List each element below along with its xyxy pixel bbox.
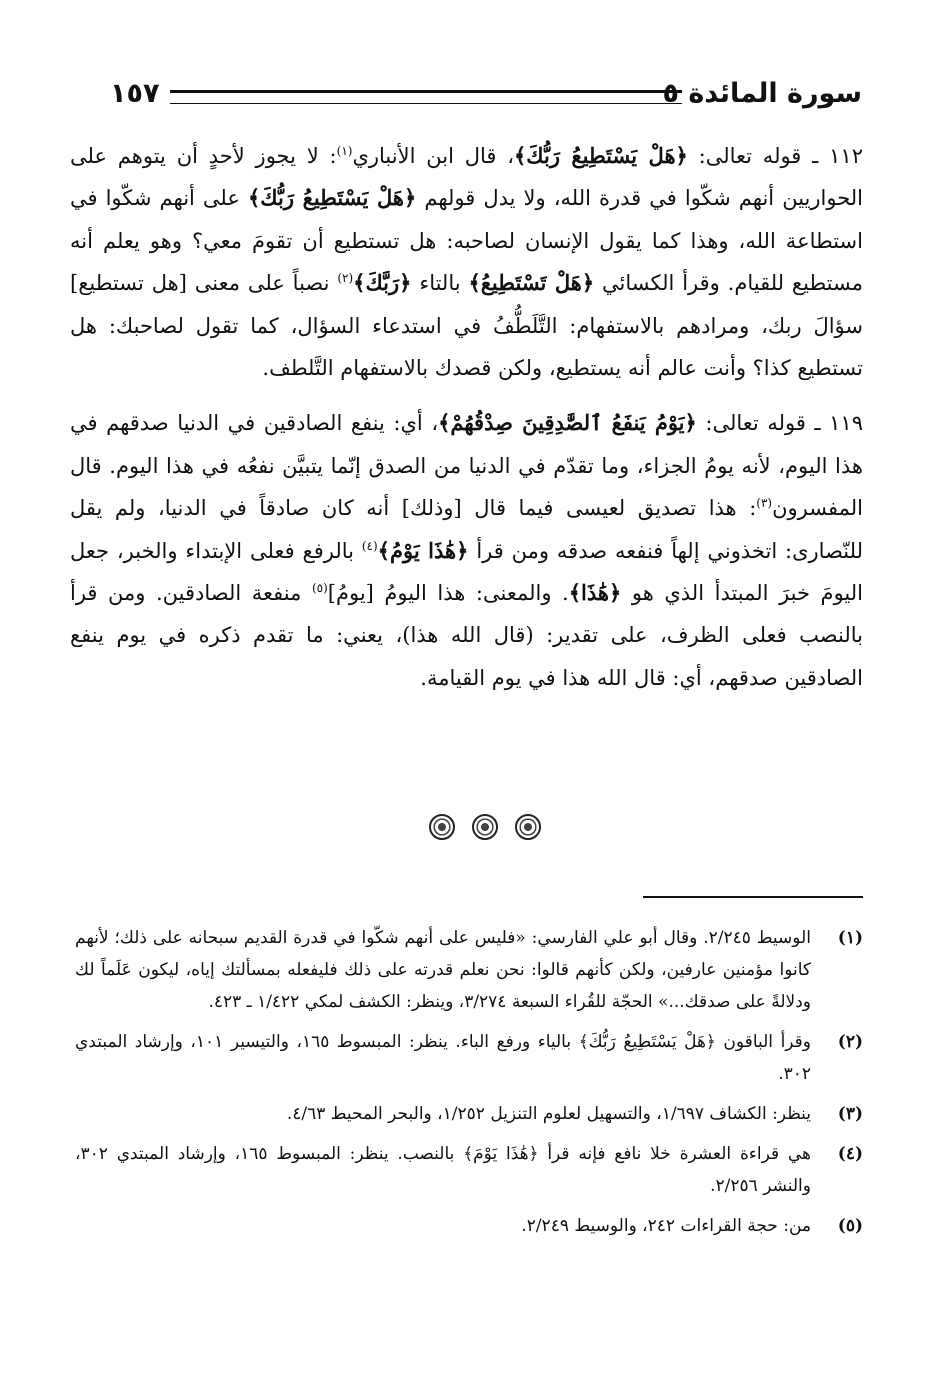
text-run: : لا يجوز لأحدٍ أن يتوهم على الحواريين أنهم شكّوا في قدرة الله، ولا يدل قولهم: [70, 144, 863, 211]
paragraph-verse-119: [70, 402, 863, 699]
text-run: ١١٢ ـ قوله تعالى:: [687, 144, 863, 168]
rosette-icon: [515, 814, 541, 840]
surah-title: سورة المائدة ٥: [662, 78, 862, 109]
footnote-text: هي قراءة العشرة خلا نافع فإنه قرأ ﴿هَٰذَا يَوْمَ﴾ بالنصب. ينظر: المبسوط ١٦٥، وإرشاد المبتدي ٣٠٢، والنشر ٢/٢٥٦.: [75, 1144, 811, 1196]
quran-quote: ﴿هَلْ يَسْتَطِيعُ رَبُّكَ﴾: [247, 185, 417, 211]
main-text: [70, 135, 863, 699]
footnote-text: الوسيط ٢/٢٤٥. وقال أبو علي الفارسي: «فليس على أنهم شكّوا في قدرة القديم سبحانه على ذلك؛ لأنهم كانوا مؤمنين عارفين، ولكن كأنهم قالوا: نحن نعلم قدرته على ذلك فليفعله بمسألتك إياه، ليكون عَلَماً لك ودلالةً على صدقك...» الحجّة للقُراء السبعة ٣/٢٧٤، وينظر: الكشف لمكي ١/٤٢٢ ـ ٤٢٣.: [75, 928, 811, 1012]
footnote-5: [75, 1210, 863, 1242]
quran-quote: ﴿هَٰذَا﴾: [568, 580, 622, 606]
text-run: على أنهم شكّوا في استطاعة الله، وهذا كما يقول الإنسان لصاحبه: هل تستطيع أن تقومَ معي؟ وهو يعلم أنه مستطيع للقيام. وقرأ الكسائي: [70, 186, 863, 296]
footnote-separator: [643, 896, 863, 898]
running-header: [110, 72, 862, 116]
quran-quote: ﴿رَبَّكَ﴾: [353, 270, 412, 296]
rosette-icon: [429, 814, 455, 840]
text-run: نصباً على معنى [هل تستطيع] سؤالَ ربك، ومرادهم بالاستفهام: التَّلَطُّفُ في استدعاء السؤال، كما تقول لصاحبك: هل تستطيع كذا؟ وأنت عالم أنه يستطيع، ولكن قصدك بالاستفهام التَّلطف.: [70, 271, 863, 381]
page-number: ١٥٧: [110, 78, 160, 109]
footnote-ref-4[interactable]: (٤): [361, 538, 378, 553]
text-run: ١١٩ ـ قوله تعالى:: [696, 411, 863, 436]
text-run: بالتاء: [411, 271, 469, 296]
footnote-3: [75, 1098, 863, 1130]
rosette-icon: [472, 814, 498, 840]
footnote-ref-1[interactable]: (١): [336, 144, 353, 158]
quran-quote: ﴿هَٰذَا يَوْمُ﴾: [377, 537, 469, 563]
text-run: : هذا تصديق لعيسى فيما قال [وذلك] أنه كان صادقاً في الدنيا، ولم يقل للنّصارى: اتخذوني إلهاً فنفعه صدقه ومن قرأ: [70, 496, 863, 563]
footnote-number: (٢): [837, 1032, 863, 1052]
text-run: . والمعنى: هذا اليومُ [يومُ]: [327, 581, 569, 606]
header-rule: [170, 90, 682, 104]
footnote-1: [75, 922, 863, 1018]
footnote-4: [75, 1138, 863, 1202]
footnote-text: من: حجة القراءات ٢٤٢، والوسيط ٢/٢٤٩.: [521, 1216, 811, 1236]
rosette-divider-icon: [420, 808, 550, 846]
footnote-ref-5[interactable]: (٥): [311, 581, 328, 596]
footnote-number: (٤): [837, 1144, 863, 1164]
footnote-text: وقرأ الباقون ﴿هَلْ يَسْتَطِيعُ رَبُّكَ﴾ بالياء ورفع الباء. ينظر: المبسوط ١٦٥، والتيسير ١٠١، وإرشاد المبتدي ٣٠٢.: [75, 1032, 812, 1084]
quran-quote: ﴿يَوْمُ يَنفَعُ ٱلصَّٰدِقِينَ صِدْقُهُمْ﴾: [438, 410, 697, 436]
quran-quote: ﴿هَلْ يَسْتَطِيعُ رَبُّكَ﴾: [514, 143, 688, 168]
footnote-number: (٣): [837, 1104, 863, 1124]
text-run: بالرفع فعلى الإبتداء والخبر، جعل اليومَ خبرَ المبتدأ الذي هو: [70, 538, 863, 606]
text-run: ، قال ابن الأنباري: [352, 144, 514, 168]
footnote-2: [75, 1026, 863, 1090]
text-run: منفعة الصادقين. ومن قرأ بالنصب فعلى الظرف، على تقدير: (قال الله هذا)، يعني: ما تقدم ذكره في يوم ينفع الصادقين صدقهم، أي: قال الله هذا في يوم القيامة.: [70, 581, 863, 690]
quran-quote: ﴿هَلْ تَسْتَطِيعُ﴾: [468, 270, 595, 296]
footnote-text: ينظر: الكشاف ١/٦٩٧، والتسهيل لعلوم التنزيل ١/٢٥٢، والبحر المحيط ٤/٦٣.: [286, 1104, 811, 1124]
text-run: ، أي: ينفع الصادقين في الدنيا صدقهم في هذا اليوم، لأنه يومُ الجزاء، وما تقدّم في الدنيا من الصدق إنّما يتبيَّن نفعُه في هذا اليوم. قال المفسرون: [70, 411, 863, 521]
footnote-ref-2[interactable]: (٢): [337, 271, 354, 286]
footnote-number: (٥): [837, 1216, 863, 1236]
paragraph-verse-112: [70, 135, 863, 389]
footnote-ref-3[interactable]: (٣): [756, 496, 773, 511]
footnotes: [75, 922, 863, 1250]
footnote-number: (١): [837, 928, 863, 948]
